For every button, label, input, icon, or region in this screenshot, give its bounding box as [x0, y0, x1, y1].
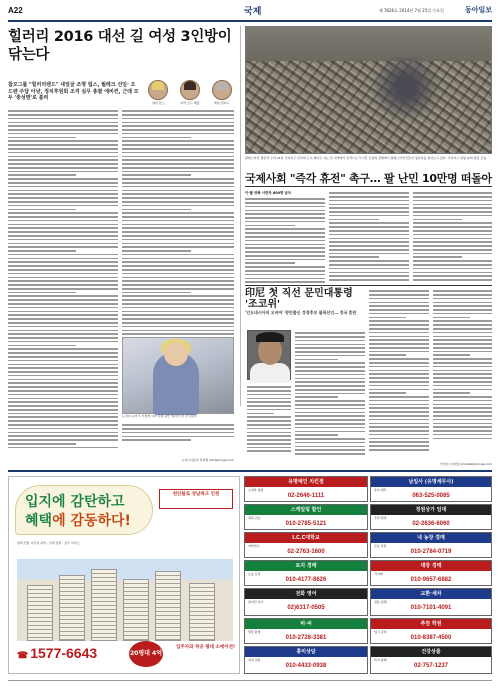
classified-ad: [370, 504, 492, 530]
classified-ad: [370, 588, 492, 616]
classified-ad-phone: 02)6317-0505: [287, 605, 325, 612]
gaza-body-col1: [245, 196, 325, 284]
classified-ad-title: 교환·세차: [371, 589, 491, 599]
tower: [155, 571, 181, 641]
indonesia-byline: 카이로=이대섭 kmrabb@donga.com: [439, 462, 492, 466]
clinton-head: [164, 342, 188, 366]
classified-ad-phone: 010-8387-4500: [410, 635, 452, 642]
classified-ad-title: I.C.C대학교: [245, 533, 367, 543]
section-title: 국제: [244, 7, 262, 17]
gaza-headline: 국제사회 "즉각 휴전" 촉구… 팔 난민 10만명 떠돌아: [245, 172, 492, 185]
gaza-photo-caption: 팔레스타인 샘존작 수색 21일 가자지구 북부의 도시 베이트 하눈 한 지역에서 폭격으로 무너진 건물의 잔해에서 팔레스타인인들이 생존자를 찾아보고 있다. 가자지구 대량 파괴 현장 모습.: [245, 156, 488, 160]
classified-ad-phone: 02-2636-6060: [412, 521, 450, 528]
classified-ad-title: 유명예인 치킨점: [245, 477, 367, 487]
ad-phone-number: ☎ 1577-6643: [17, 645, 97, 661]
ad-price-badge: 20평대 4억: [129, 641, 163, 667]
ad-tagline-1: 입지에 감탄하고: [25, 494, 125, 510]
classified-ad-body: 상담 환영: [248, 630, 261, 634]
tower: [59, 575, 85, 641]
ad-logo: 천안블로 성남파크 인천: [159, 489, 233, 509]
classified-ad-phone: 02-2646-1111: [287, 493, 325, 500]
portrait-1: [144, 80, 173, 106]
classified-ad-body: 조사·세무: [374, 488, 387, 492]
classified-ad-title: 토지 경매: [245, 561, 367, 571]
classified-ad-title: 건강상품: [371, 647, 491, 657]
tower: [27, 585, 53, 641]
clinton-body-col2-tail: [122, 422, 234, 452]
classified-ad-body: 입시 준비: [374, 630, 387, 634]
classified-ad-phone: 010-2784-0719: [410, 549, 452, 556]
classified-ad-body: 오송 토지: [248, 572, 261, 576]
gaza-body-col3: [413, 190, 492, 284]
ad-slogan: 입주자와 착공 평대 소에이션!: [176, 645, 235, 650]
gaza-headline-rule: [245, 186, 492, 187]
classified-ad: [244, 646, 368, 674]
jokowi-hair: [256, 332, 284, 342]
ad-section-divider: [8, 470, 492, 472]
classified-ad-phone: 010-2728-3381: [285, 635, 327, 642]
portrait-caption: 에비 섭하드: [213, 101, 230, 105]
issue-date: 제 7826호 2014년 7월 25일 수요일: [378, 8, 444, 13]
classified-ad-body: 무료 상담: [374, 544, 387, 548]
classified-ad-title: 내 농장 경매: [371, 533, 491, 543]
tower: [91, 569, 117, 641]
jokowi-shirt: [250, 363, 290, 383]
classified-ad-body: 원어민 강사: [248, 600, 264, 604]
ad-small-text: 평택 선임 사무실 지역 · 전세 전환 · 입주 서비스: [17, 541, 80, 545]
classified-ad: [370, 618, 492, 644]
ad-tagline-2: 혜택에 감동하다!: [25, 513, 131, 529]
apartment-rendering: [17, 559, 233, 641]
photo-crowd: [366, 57, 446, 117]
indonesia-headline: 印尼 첫 직선 문민대통령 '조코위': [245, 288, 353, 310]
classified-ad-phone: 02-2763-1600: [287, 549, 325, 556]
classified-ad-title: 전화 영어: [245, 589, 367, 599]
classified-ad-body: 치과 진료: [248, 516, 261, 520]
gaza-body-col2: [329, 190, 409, 284]
portrait-photo: [212, 80, 232, 100]
tower: [189, 583, 215, 641]
classified-ad-body: 소자본 창업: [248, 488, 264, 492]
classified-ad-title: 정원상가 임대: [371, 505, 491, 515]
classified-ad-title: 남일사 (유명세무사): [371, 477, 491, 487]
classified-ad: [244, 504, 368, 530]
clinton-headline: 힐러리 2016 대선 길 여성 3인방이 닦는다: [8, 29, 232, 63]
gaza-rubble-photo: [245, 26, 492, 154]
indonesia-body-col1: [295, 330, 365, 460]
classified-ad: [370, 646, 492, 674]
classified-ad-body: 주차 편리: [374, 516, 387, 520]
classified-ad-body: 여성 전용: [248, 658, 261, 662]
indonesia-body-col0: [247, 384, 291, 460]
classified-ad-phone: 010-7101-4091: [410, 605, 452, 612]
footer-rule: [8, 680, 492, 681]
portrait-photo: [148, 80, 168, 100]
clinton-body-col1: [8, 108, 118, 468]
newspaper-logo: 동아일보: [464, 6, 492, 14]
clinton-body-col2: [122, 108, 234, 334]
classified-ad-title: 비·씨: [245, 619, 367, 629]
classified-ad: [370, 560, 492, 586]
portrait-photo: [180, 80, 200, 100]
portrait-caption: 미라 오드 배홀: [180, 101, 200, 105]
portrait-2: [176, 80, 205, 106]
section-divider: [245, 285, 492, 286]
ad-tagline-highlight: 혜택: [25, 513, 53, 529]
classified-ad: [244, 532, 368, 558]
classified-ad-phone: 063-525-0085: [412, 493, 450, 500]
classified-ad-phone: 010-4433-0938: [285, 663, 327, 670]
page-number: A22: [8, 6, 23, 15]
classified-ad-body: 전문 업체: [374, 600, 387, 604]
classified-ad: [244, 588, 368, 616]
classified-ad: [244, 476, 368, 502]
classified-ad-body: 특가 판매: [374, 658, 387, 662]
clinton-byline: 뉴욕=이승헌 특파원 ddr@donga.com: [181, 458, 234, 462]
classified-ad-phone: 02-757-1237: [413, 663, 449, 670]
gaza-subhead-1: 이-팔 양측 사망자 600명 넘어: [245, 191, 291, 195]
clinton-aides-portraits: [144, 80, 236, 106]
classified-ad: [244, 618, 368, 644]
indonesia-body-col2: [369, 288, 429, 460]
clinton-photo: [122, 337, 234, 414]
classified-ads: [244, 476, 492, 674]
classified-ad-title: 스케일링 할인: [245, 505, 367, 515]
classified-ad-phone: 010-4177-8626: [285, 577, 327, 584]
clinton-subhead: 참모그룹 "힐러리랜드" 새얼굴 조명 립스, 월레크 선임· 오드렌 주답 아냥, 정치후원회 조직 실무 총괄 에비컨, 근데 모두 '충성맨'로 불려: [8, 82, 139, 101]
apartment-advertisement: [8, 476, 240, 674]
classified-ad-title: 대장 경매: [371, 561, 491, 571]
portrait-caption: 애비 립스: [152, 101, 165, 105]
clinton-photo-caption: 뉴저지 뉴어크 거점에 여러 일정 중인 힐러리 전 국무장관.: [122, 414, 198, 418]
classified-ad: [244, 560, 368, 586]
jokowi-photo: [247, 330, 291, 380]
tower: [123, 579, 149, 641]
column-divider: [240, 26, 241, 406]
classified-ad: [370, 476, 492, 502]
indonesia-body-col3: [433, 288, 492, 460]
classified-ad-title: 추천 학원: [371, 619, 491, 629]
classified-ad-body: 직거래: [374, 572, 383, 576]
classified-ad-body: 어학연수: [248, 544, 260, 548]
classified-ad-phone: 010-9657-6882: [410, 577, 452, 584]
classified-ad-title: 홍미상담: [245, 647, 367, 657]
classified-ad: [370, 532, 492, 558]
header-divider: [8, 20, 492, 22]
indonesia-subhead: '인도네시아의 오바마' 평민출신 정경후보 불복선언… 정국 혼란: [245, 310, 357, 315]
classified-ad-phone: 010-2785-5121: [285, 521, 327, 528]
portrait-3: [207, 80, 236, 106]
